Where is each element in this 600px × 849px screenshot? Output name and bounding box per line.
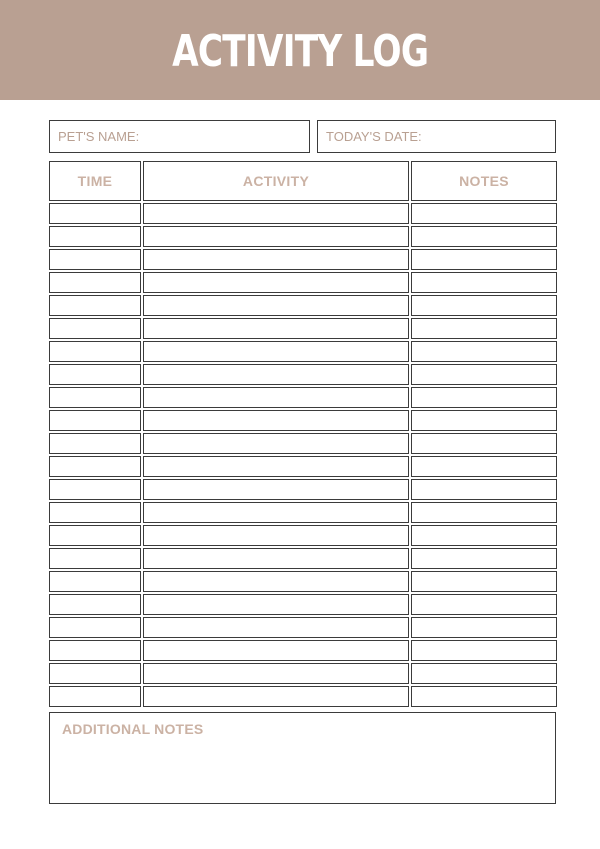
notes-cell[interactable] <box>411 640 557 661</box>
activity-log-table <box>49 161 557 709</box>
time-cell[interactable] <box>49 663 141 684</box>
notes-cell[interactable] <box>411 249 557 270</box>
header-banner <box>0 0 600 100</box>
column-header-time: TIME <box>49 161 141 201</box>
notes-cell[interactable] <box>411 364 557 385</box>
notes-cell[interactable] <box>411 502 557 523</box>
time-cell[interactable] <box>49 640 141 661</box>
activity-cell[interactable] <box>143 548 409 569</box>
notes-cell[interactable] <box>411 594 557 615</box>
time-cell[interactable] <box>49 479 141 500</box>
activity-cell[interactable] <box>143 295 409 316</box>
additional-notes-box[interactable] <box>49 712 556 804</box>
activity-cell[interactable] <box>143 502 409 523</box>
time-cell[interactable] <box>49 295 141 316</box>
notes-cell[interactable] <box>411 341 557 362</box>
activity-cell[interactable] <box>143 249 409 270</box>
time-cell[interactable] <box>49 318 141 339</box>
activity-cell[interactable] <box>143 456 409 477</box>
time-cell[interactable] <box>49 410 141 431</box>
notes-cell[interactable] <box>411 456 557 477</box>
activity-cell[interactable] <box>143 433 409 454</box>
time-cell[interactable] <box>49 686 141 707</box>
activity-cell[interactable] <box>143 663 409 684</box>
pet-name-label: PET'S NAME: <box>58 129 140 144</box>
notes-cell[interactable] <box>411 410 557 431</box>
notes-cell[interactable] <box>411 548 557 569</box>
activity-cell[interactable] <box>143 525 409 546</box>
time-cell[interactable] <box>49 548 141 569</box>
activity-cell[interactable] <box>143 686 409 707</box>
activity-cell[interactable] <box>143 640 409 661</box>
time-cell[interactable] <box>49 364 141 385</box>
additional-notes-label: ADDITIONAL NOTES <box>62 721 204 737</box>
notes-cell[interactable] <box>411 525 557 546</box>
notes-cell[interactable] <box>411 387 557 408</box>
todays-date-label: TODAY'S DATE: <box>326 129 422 144</box>
time-cell[interactable] <box>49 525 141 546</box>
activity-cell[interactable] <box>143 226 409 247</box>
column-header-notes: NOTES <box>411 161 557 201</box>
notes-cell[interactable] <box>411 203 557 224</box>
activity-cell[interactable] <box>143 387 409 408</box>
notes-cell[interactable] <box>411 479 557 500</box>
time-cell[interactable] <box>49 249 141 270</box>
notes-cell[interactable] <box>411 686 557 707</box>
todays-date-field[interactable] <box>317 120 556 153</box>
notes-cell[interactable] <box>411 226 557 247</box>
time-cell[interactable] <box>49 617 141 638</box>
time-cell[interactable] <box>49 203 141 224</box>
activity-cell[interactable] <box>143 341 409 362</box>
time-cell[interactable] <box>49 226 141 247</box>
notes-cell[interactable] <box>411 433 557 454</box>
activity-cell[interactable] <box>143 203 409 224</box>
notes-cell[interactable] <box>411 571 557 592</box>
notes-cell[interactable] <box>411 663 557 684</box>
notes-cell[interactable] <box>411 272 557 293</box>
page-title: ACTIVITY LOG <box>171 25 429 77</box>
activity-cell[interactable] <box>143 318 409 339</box>
time-cell[interactable] <box>49 433 141 454</box>
column-header-activity: ACTIVITY <box>143 161 409 201</box>
notes-cell[interactable] <box>411 318 557 339</box>
activity-cell[interactable] <box>143 272 409 293</box>
notes-cell[interactable] <box>411 295 557 316</box>
time-cell[interactable] <box>49 341 141 362</box>
time-cell[interactable] <box>49 272 141 293</box>
activity-cell[interactable] <box>143 617 409 638</box>
pet-name-field[interactable] <box>49 120 310 153</box>
activity-cell[interactable] <box>143 364 409 385</box>
time-cell[interactable] <box>49 571 141 592</box>
time-cell[interactable] <box>49 456 141 477</box>
time-cell[interactable] <box>49 502 141 523</box>
time-cell[interactable] <box>49 387 141 408</box>
activity-cell[interactable] <box>143 594 409 615</box>
activity-cell[interactable] <box>143 410 409 431</box>
time-cell[interactable] <box>49 594 141 615</box>
activity-cell[interactable] <box>143 571 409 592</box>
notes-cell[interactable] <box>411 617 557 638</box>
activity-cell[interactable] <box>143 479 409 500</box>
